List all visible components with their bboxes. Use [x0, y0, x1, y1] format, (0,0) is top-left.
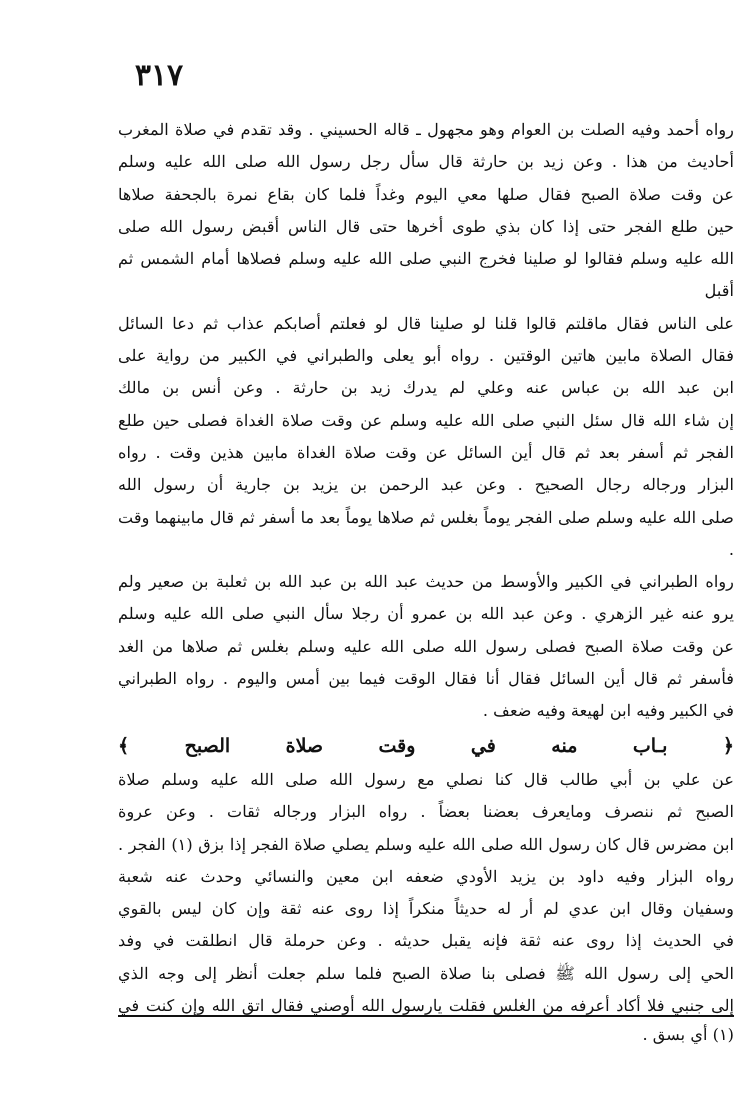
text-line: صلى الله عليه وسلم صلى الفجر يوماً بغلس ثم صلاها يوماً بعد ما أسفر ثم قال مابينهما وقت .: [118, 507, 734, 559]
chapter-heading: ﴿ بـاب منه في وقت صلاة الصبح ﴾: [118, 734, 734, 757]
text-line: فأسفر ثم قال أين السائل فقال أنا فقال الوقت فيما بين أمس واليوم . رواه الطبراني: [118, 669, 734, 689]
text-line: حين طلع الفجر حتى إذا كان بذي طوى أخرها حتى قال الناس أقبض رسول الله صلى: [118, 216, 734, 236]
text-line: البزار ورجاله رجال الصحيح . وعن عبد الرحمن بن يزيد بن جارية أن رسول الله: [118, 475, 734, 495]
text-line: الصبح ثم ننصرف ومايعرف بعضنا بعضاً . رواه البزار ورجاله ثقات . وعن عروة: [118, 802, 734, 822]
text-line: في الكبير وفيه ابن لهيعة وفيه ضعف .: [482, 701, 734, 721]
text-line: يرو عنه غير الزهري . وعن عبد الله بن عمرو أن رجلا سأل النبي صلى الله عليه وسلم: [118, 604, 734, 624]
text-line: فقال الصلاة مابين هاتين الوقتين . رواه أبو يعلى والطبراني في الكبير من رواية على: [118, 346, 734, 366]
text-line: الحي إلى رسول الله ﷺ فصلى بنا صلاة الصبح فلما سلم جعلت أنظر إلى وجه الذي: [118, 963, 734, 983]
text-line: الفجر ثم أسفر بعد ثم قال أين السائل عن وقت صلاة الغداة مابين هذين وقت . رواه: [118, 442, 734, 462]
text-line: في الحديث إذا روى عنه ثقة فإنه يقبل حديثه . وعن حرملة قال انطلقت في وفد: [118, 931, 734, 951]
text-line: رواه البزار وفيه داود بن يزيد الأودي ضعفه ابن معين والنسائي وحدث عنه شعبة: [118, 866, 734, 886]
footnote-divider: [118, 1015, 734, 1017]
footnote: (١) أي بسق .: [642, 1025, 734, 1044]
text-line: ابن مضرس قال كان رسول الله صلى الله عليه وسلم يصلي صلاة الفجر إذا بزق (١) الفجر .: [118, 834, 734, 854]
page-number: ٣١٧: [134, 58, 184, 93]
text-line: رواه الطبراني في الكبير والأوسط من حديث عبد الله بن عبد الله بن ثعلبة بن صعير ولم: [118, 572, 734, 592]
text-line: عن علي بن أبي طالب قال كنا نصلي مع رسول الله صلى الله عليه وسلم صلاة: [118, 769, 734, 789]
text-line: إلى جنبي فلا أكاد أعرفه من الغلس فقلت يارسول الله أوصني فقال اتق الله وإن كنت في: [118, 996, 734, 1016]
text-line: إن شاء الله قال سئل النبي صلى الله عليه وسلم عن وقت صلاة الغداة فصلى حين طلع: [118, 410, 734, 430]
text-line: الله عليه وسلم فقالوا لو صلينا فخرج النبي صلى الله عليه وسلم فصلاها أمام الشمس ثم أقبل: [118, 249, 734, 301]
text-line: عن وقت صلاة الصبح فصلى رسول الله صلى الله عليه وسلم بغلس ثم صلاها من الغد: [118, 636, 734, 656]
text-line: رواه أحمد وفيه الصلت بن العوام وهو مجهول ـ قاله الحسيني . وقد تقدم في صلاة المغرب: [118, 120, 734, 139]
text-line: وسفيان وقال ابن عدي لم أر له حديثاً منكراً إذا روى عنه ثقة وإن كان ليس بالقوي: [118, 899, 734, 919]
text-line: أحاديث من هذا . وعن زيد بن حارثة قال سأل رجل رسول الله صلى الله عليه وسلم: [118, 152, 734, 172]
body-text: [118, 114, 734, 1022]
text-line: ابن عبد الله بن عباس عنه وعلي لم يدرك زيد بن حارثة . وعن أنس بن مالك: [118, 378, 734, 398]
text-line: على الناس فقال ماقلتم قالوا قلنا لو صلينا قال لو فعلتم أصابكم عذاب ثم دعا السائل: [118, 313, 734, 333]
text-line: عن وقت صلاة الصبح فقال صلها معي اليوم وغداً فلما كان بقاع نمرة بالجحفة صلاها: [118, 184, 734, 204]
